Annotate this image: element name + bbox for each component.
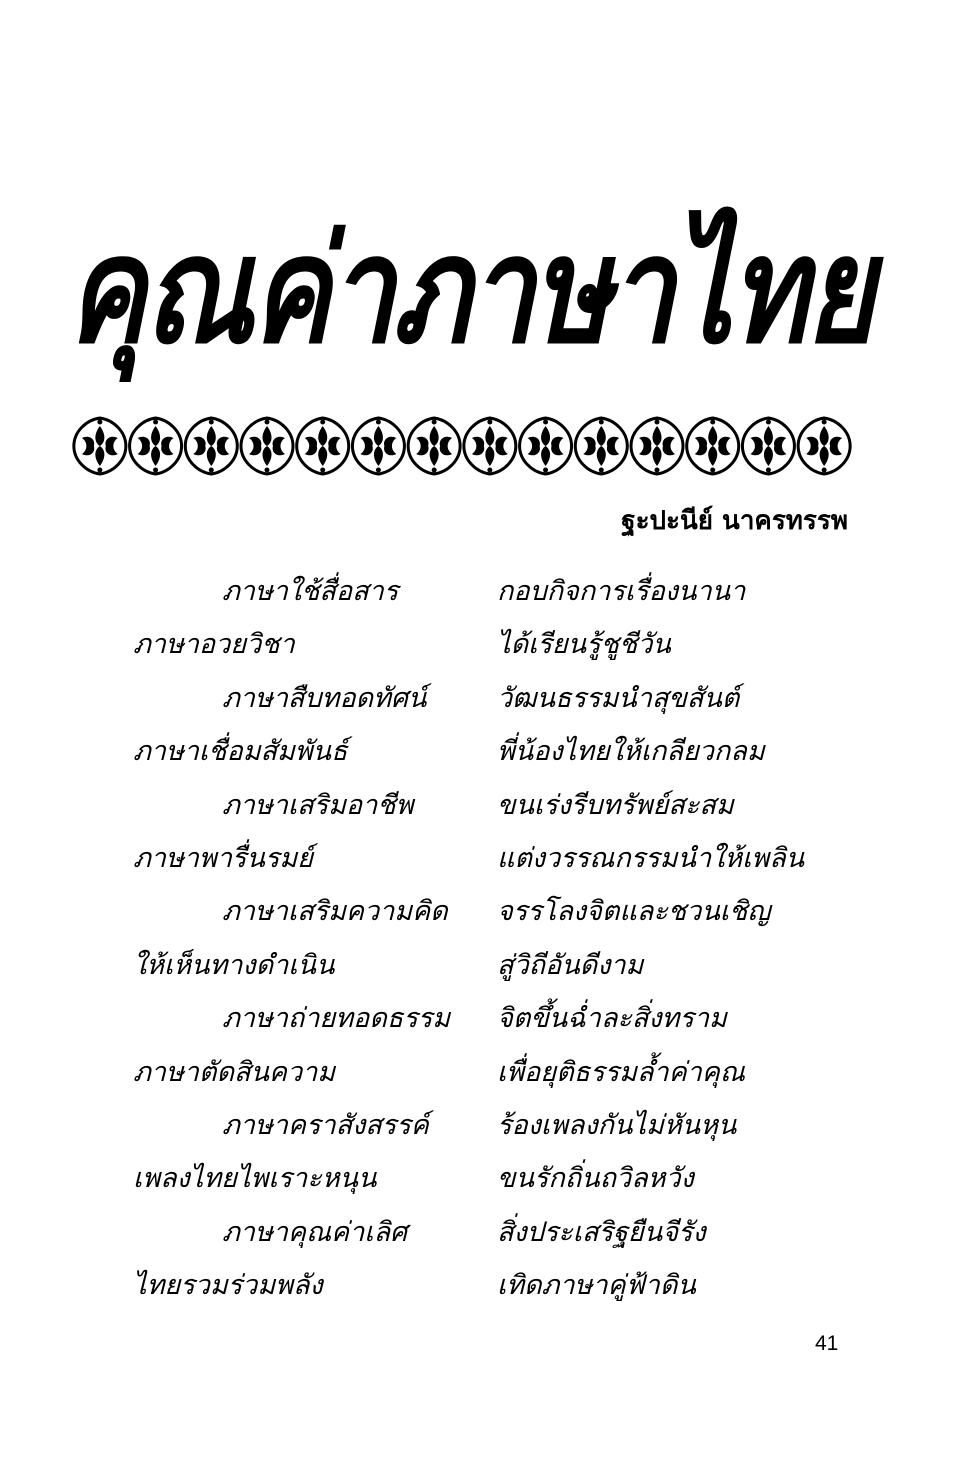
thai-floral-motif-icon [241, 418, 293, 474]
thai-floral-motif-icon [520, 418, 572, 474]
poem-line-first-half: ภาษาสืบทอดทัศน์ [222, 682, 427, 714]
poem-line-first-half: เพลงไทยไพเราะหนุน [133, 1163, 377, 1195]
poem-line-second-half: กอบกิจการเรื่องนานา [497, 576, 746, 607]
poem-line [0, 885, 956, 938]
poem-line [0, 1152, 956, 1205]
poem-body [0, 565, 956, 1312]
poem-line-first-half: ภาษาเสริมความคิด [222, 896, 448, 928]
thai-floral-motif-icon [297, 418, 349, 474]
thai-floral-motif-icon [185, 418, 237, 474]
poem-line-second-half: จรรโลงจิตและชวนเชิญ [497, 896, 771, 928]
thai-floral-motif-icon [742, 418, 794, 474]
thai-floral-motif-icon [631, 418, 683, 474]
poem-line-second-half: เพื่อยุติธรรมล้ำค่าคุณ [497, 1056, 745, 1088]
poem-line [0, 992, 956, 1045]
poem-line-first-half: ภาษาตัดสินความ [133, 1056, 336, 1088]
poem-line-first-half: ภาษาอวยวิชา [133, 629, 295, 661]
poem-line-second-half: ได้เรียนรู้ชูชีวัน [497, 629, 671, 661]
poem-line-second-half: ร้องเพลงกันไม่หันหุน [497, 1109, 737, 1141]
poem-line [0, 939, 956, 992]
thai-floral-motif-icon [798, 418, 850, 474]
poem-line-second-half: สู่วิถีอันดีงาม [497, 949, 644, 981]
poem-line-first-half: ภาษาคุณค่าเลิศ [222, 1216, 408, 1248]
poem-line-first-half: ภาษาเชื่อมสัมพันธ์ [133, 736, 348, 768]
page-title: คุณค่าภาษาไทย [67, 202, 873, 377]
poem-line-second-half: เทิดภาษาคู่ฟ้าดิน [497, 1270, 696, 1302]
poem-line [0, 832, 956, 885]
poem-line [0, 1099, 956, 1152]
poem-line-second-half: วัฒนธรรมนำสุขสันต์ [497, 682, 740, 714]
thai-floral-motif-icon [130, 418, 182, 474]
poem-line-first-half: ให้เห็นทางดำเนิน [133, 949, 335, 981]
poem-line-second-half: แต่งวรรณกรรมนำให้เพลิน [497, 842, 805, 874]
page-number: 41 [815, 1332, 839, 1355]
poem-line [0, 618, 956, 671]
thai-floral-motif-icon [575, 418, 627, 474]
poem-line [0, 1206, 956, 1259]
thai-floral-motif-icon [464, 418, 516, 474]
poem-line-second-half: สิ่งประเสริฐยืนจีรัง [497, 1216, 706, 1248]
poem-line [0, 565, 956, 618]
poem-line-first-half: ภาษาพารื่นรมย์ [133, 842, 313, 874]
poem-line-first-half: ภาษาคราสังสรรค์ [222, 1109, 429, 1141]
poem-line-first-half: ภาษาใช้สื่อสาร [222, 576, 399, 607]
poem-line-first-half: ไทยรวมร่วมพลัง [133, 1270, 323, 1302]
ornamental-border [72, 412, 852, 480]
poem-line [0, 1046, 956, 1099]
poem-line [0, 779, 956, 832]
poem-line-second-half: พี่น้องไทยให้เกลียวกลม [497, 736, 765, 768]
poem-line [0, 725, 956, 778]
poem-line-second-half: ขนเร่งรีบทรัพย์สะสม [497, 789, 734, 821]
poem-line-first-half: ภาษาถ่ายทอดธรรม [222, 1003, 451, 1035]
poem-line-first-half: ภาษาเสริมอาชีพ [222, 789, 414, 821]
poem-line-second-half: ขนรักถิ่นถวิลหวัง [497, 1163, 694, 1195]
thai-floral-motif-icon [687, 418, 739, 474]
poem-line-second-half: จิตขึ้นฉ่ำละสิ่งทราม [497, 1003, 727, 1035]
author-name: ฐะปะนีย์ นาครทรรพ [621, 506, 848, 536]
poem-line [0, 1259, 956, 1312]
thai-floral-motif-icon [408, 418, 460, 474]
thai-floral-motif-icon [74, 418, 126, 474]
poem-line [0, 672, 956, 725]
thai-floral-motif-icon [352, 418, 404, 474]
